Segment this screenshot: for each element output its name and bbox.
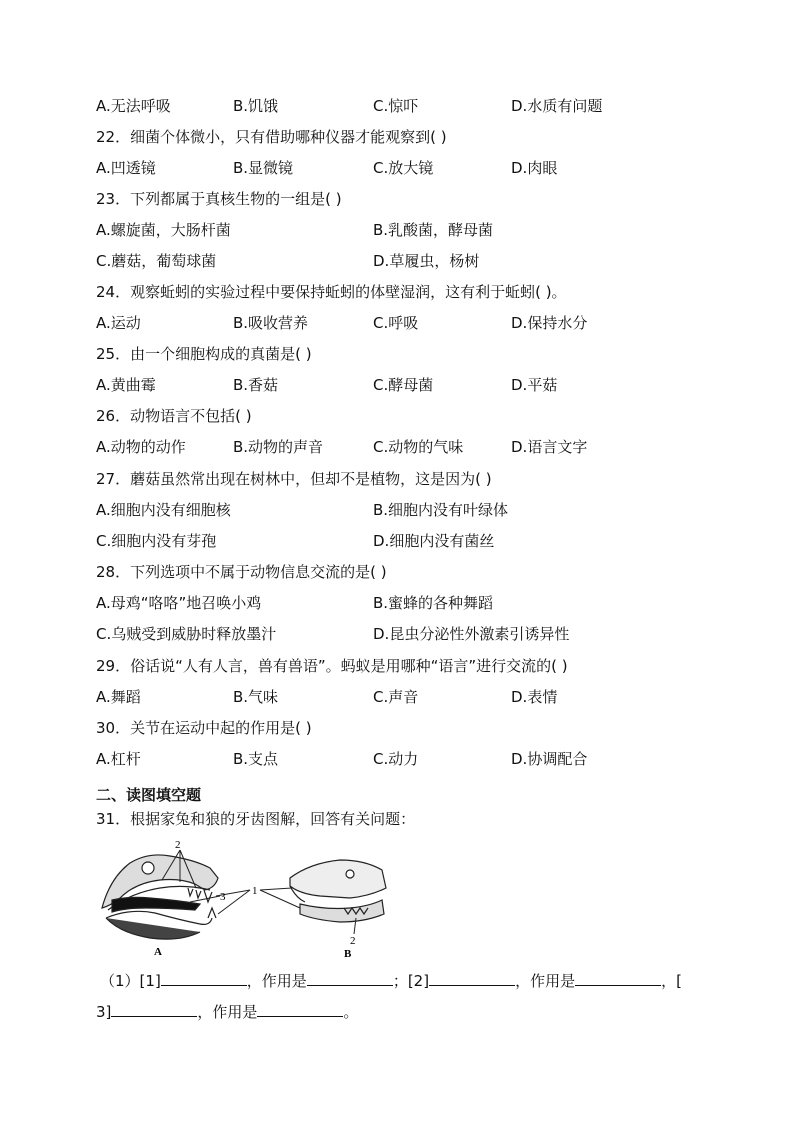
q31-part-5: ，[ bbox=[661, 972, 682, 990]
option-a[interactable]: A.无法呼吸 bbox=[96, 97, 171, 115]
option-a[interactable]: A.母鸡“咯咯”地召唤小鸡 bbox=[96, 594, 262, 612]
q31-part-4: ，作用是 bbox=[515, 972, 576, 990]
question-26-stem: 26．动物语言不包括( ) bbox=[96, 407, 252, 425]
q31-part-7: ，作用是 bbox=[197, 1003, 258, 1021]
q31-part-2: ，作用是 bbox=[246, 972, 307, 990]
q31-part-8: 。 bbox=[343, 1003, 359, 1021]
option-a[interactable]: A.动物的动作 bbox=[96, 438, 186, 456]
option-b[interactable]: B.饥饿 bbox=[233, 97, 279, 115]
option-a[interactable]: A.黄曲霉 bbox=[96, 376, 156, 394]
blank-2-name[interactable] bbox=[429, 969, 515, 986]
label-2-a: 2 bbox=[175, 839, 181, 851]
label-3: 3 bbox=[220, 891, 226, 903]
option-d[interactable]: D.表情 bbox=[511, 688, 558, 706]
question-27-stem: 27．蘑菇虽然常出现在树林中，但却不是植物，这是因为( ) bbox=[96, 470, 492, 488]
q31-part-1: （1）[1] bbox=[100, 972, 161, 990]
teeth-diagram bbox=[100, 838, 390, 960]
option-b[interactable]: B.支点 bbox=[233, 750, 279, 768]
option-a[interactable]: A.舞蹈 bbox=[96, 688, 141, 706]
skull-a-drawing bbox=[102, 855, 218, 939]
option-d[interactable]: D.平菇 bbox=[511, 376, 558, 394]
label-2-b: 2 bbox=[350, 935, 356, 947]
label-a: A bbox=[154, 946, 162, 958]
q31-part-6: 3] bbox=[96, 1003, 112, 1021]
option-b[interactable]: B.蜜蜂的各种舞蹈 bbox=[373, 594, 494, 612]
q31-line-2 bbox=[96, 1000, 358, 1022]
option-d[interactable]: D.语言文字 bbox=[511, 438, 588, 456]
option-a[interactable]: A.凹透镜 bbox=[96, 159, 156, 177]
option-c[interactable]: C.声音 bbox=[373, 688, 419, 706]
option-b[interactable]: B.显微镜 bbox=[233, 159, 294, 177]
blank-1-name[interactable] bbox=[161, 969, 247, 986]
option-b[interactable]: B.乳酸菌，酵母菌 bbox=[373, 221, 494, 239]
option-c[interactable]: C.呼吸 bbox=[373, 314, 419, 332]
blank-1-function[interactable] bbox=[307, 969, 393, 986]
option-b[interactable]: B.香菇 bbox=[233, 376, 279, 394]
q31-part-3: ；[2] bbox=[392, 972, 430, 990]
option-d[interactable]: D.昆虫分泌性外激素引诱异性 bbox=[373, 625, 570, 643]
question-28-stem: 28．下列选项中不属于动物信息交流的是( ) bbox=[96, 563, 387, 581]
question-31-stem: 31．根据家兔和狼的牙齿图解，回答有关问题： bbox=[96, 810, 416, 828]
question-30-stem: 30．关节在运动中起的作用是( ) bbox=[96, 719, 312, 737]
option-c[interactable]: C.放大镜 bbox=[373, 159, 434, 177]
question-25-stem: 25．由一个细胞构成的真菌是( ) bbox=[96, 345, 312, 363]
option-b[interactable]: B.吸收营养 bbox=[233, 314, 309, 332]
option-a[interactable]: A.螺旋菌，大肠杆菌 bbox=[96, 221, 231, 239]
question-29-stem: 29．俗话说“人有人言，兽有兽语”。蚂蚁是用哪种“语言”进行交流的( ) bbox=[96, 657, 568, 675]
option-c[interactable]: C.酵母菌 bbox=[373, 376, 434, 394]
question-24-stem: 24．观察蚯蚓的实验过程中要保持蚯蚓的体壁湿润，这有利于蚯蚓( )。 bbox=[96, 283, 567, 301]
option-d[interactable]: D.草履虫，杨树 bbox=[373, 252, 480, 270]
option-d[interactable]: D.保持水分 bbox=[511, 314, 588, 332]
label-1: 1 bbox=[252, 885, 258, 897]
blank-3-function[interactable] bbox=[257, 1000, 343, 1017]
option-b[interactable]: B.动物的声音 bbox=[233, 438, 324, 456]
blank-2-function[interactable] bbox=[575, 969, 661, 986]
label-b: B bbox=[344, 948, 352, 960]
skull-b-drawing bbox=[290, 860, 386, 922]
option-c[interactable]: C.动物的气味 bbox=[373, 438, 464, 456]
option-d[interactable]: D.水质有问题 bbox=[511, 97, 603, 115]
option-d[interactable]: D.肉眼 bbox=[511, 159, 558, 177]
option-c[interactable]: C.动力 bbox=[373, 750, 419, 768]
question-22-stem: 22．细菌个体微小，只有借助哪种仪器才能观察到( ) bbox=[96, 128, 447, 146]
option-a[interactable]: A.细胞内没有细胞核 bbox=[96, 501, 231, 519]
option-b[interactable]: B.细胞内没有叶绿体 bbox=[373, 501, 509, 519]
option-a[interactable]: A.运动 bbox=[96, 314, 141, 332]
section-title: 二、读图填空题 bbox=[96, 786, 202, 804]
option-d[interactable]: D.细胞内没有菌丝 bbox=[373, 532, 495, 550]
option-c[interactable]: C.乌贼受到威胁时释放墨汁 bbox=[96, 625, 277, 643]
option-b[interactable]: B.气味 bbox=[233, 688, 279, 706]
option-c[interactable]: C.惊吓 bbox=[373, 97, 419, 115]
option-c[interactable]: C.细胞内没有芽孢 bbox=[96, 532, 217, 550]
option-d[interactable]: D.协调配合 bbox=[511, 750, 588, 768]
option-a[interactable]: A.杠杆 bbox=[96, 750, 141, 768]
option-c[interactable]: C.蘑菇，葡萄球菌 bbox=[96, 252, 217, 270]
blank-3-name[interactable] bbox=[111, 1000, 197, 1017]
q31-line-1 bbox=[100, 969, 682, 991]
question-23-stem: 23．下列都属于真核生物的一组是( ) bbox=[96, 190, 342, 208]
